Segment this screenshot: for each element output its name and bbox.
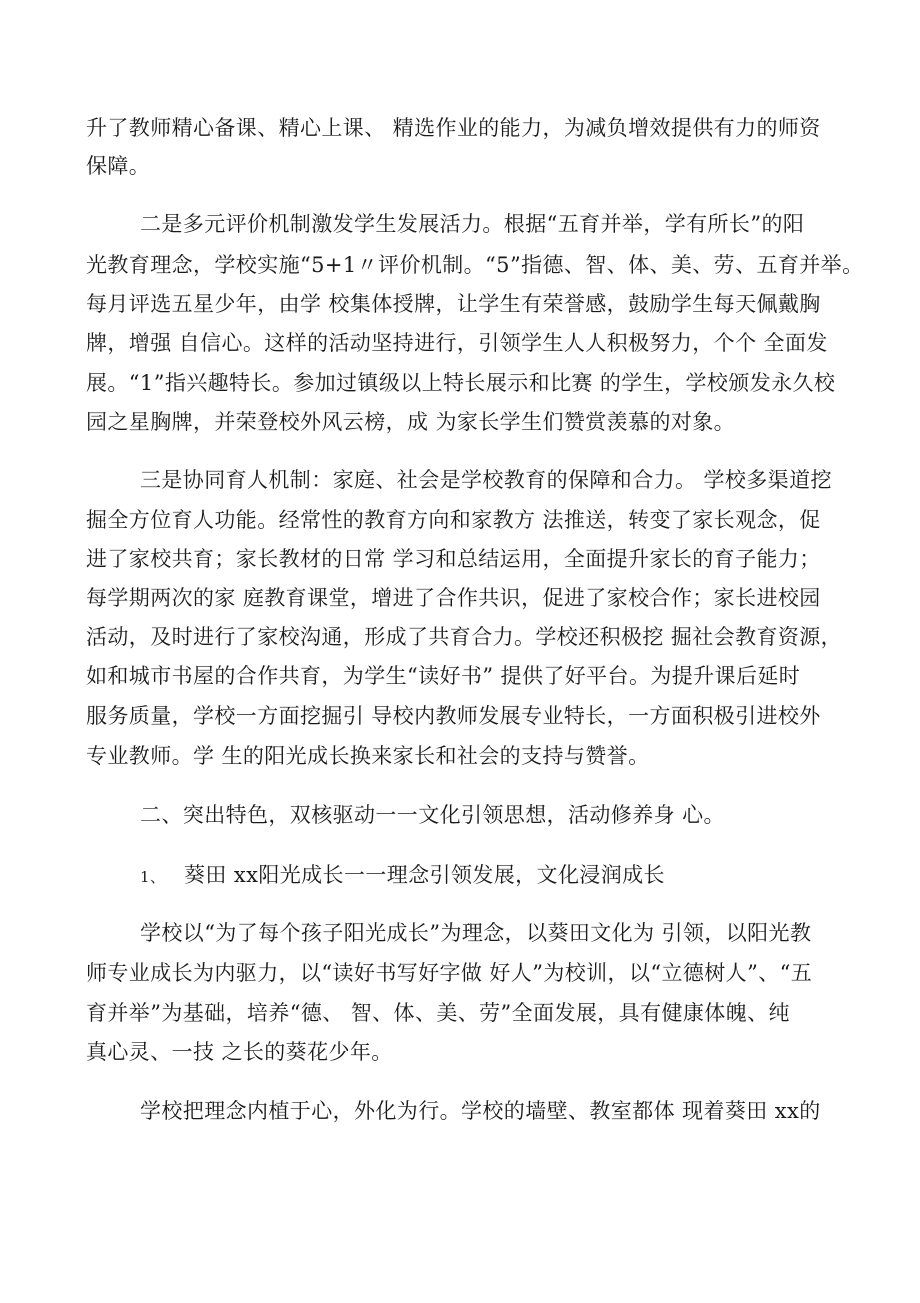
paragraph-3-line-7: 服务质量，学校一方面挖掘引 导校内教师发展专业特长，一方面积极引进校外 — [86, 704, 821, 728]
subheading — [140, 860, 665, 892]
paragraph-2-line-6: 园之星胸牌，并荣登校外风云榜，成 为家长学生们赞赏羡慕的对象。 — [86, 410, 736, 434]
paragraph-3-line-8: 专业教师。学 生的阳光成长换来家长和社会的支持与赞誉。 — [86, 744, 650, 768]
paragraph-4-line-1: 学校以“为了每个孩子阳光成长”为理念，以葵田文化为 引领，以阳光教 — [140, 921, 812, 945]
subheading-text: 葵田 xx阳光成长一一理念引领发展，文化浸润成长 — [184, 863, 665, 887]
paragraph-2-line-4: 牌，增强 自信心。这样的活动坚持进行，引领学生人人积极努力，个个 全面发 — [86, 331, 828, 355]
paragraph-3-line-6: 如和城市书屋的合作共育，为学生“读好书” 提供了好平台。为提升课后延时 — [86, 664, 801, 688]
paragraph-5-line-1: 学校把理念内植于心，外化为行。学校的墙壁、教室都体 现着葵田 xx的 — [140, 1099, 821, 1123]
paragraph-2-line-2: 光教育理念，学校实施“5+1〃评价机制。“5”指德、智、体、美、劳、五育并举。 — [86, 253, 864, 277]
paragraph-2-line-3: 每月评选五星少年，由学 校集体授牌，让学生有荣誉感，鼓励学生每天佩戴胸 — [86, 292, 821, 316]
paragraph-4-line-4: 真心灵、一技 之长的葵花少年。 — [86, 1040, 393, 1064]
paragraph-3-line-5: 活动，及时进行了家校沟通，形成了共育合力。学校还积极挖 掘社会教育资源， — [86, 625, 843, 649]
paragraph-3-line-1: 三是协同育人机制：家庭、社会是学校教育的保障和合力。 学校多渠道挖 — [140, 468, 832, 492]
paragraph-3-line-3: 进了家校共育；家长教材的日常 学习和总结运用，全面提升家长的育子能力； — [86, 547, 821, 571]
paragraph-2-line-1: 二是多元评价机制激发学生发展活力。根据“五育并举，学有所长”的阳 — [140, 212, 805, 236]
paragraph-4-line-3: 育并举”为基础，培养“德、 智、体、美、劳”全面发展，具有健康体魄、纯 — [86, 1001, 790, 1025]
paragraph-1-line-2: 保障。 — [86, 154, 151, 178]
paragraph-4-line-2: 师专业成长为内驱力，以“读好书写好字做 好人”为校训，以“立德树人”、“五 — [86, 961, 813, 985]
paragraph-3-line-4: 每学期两次的家 庭教育课堂，增进了合作共识，促进了家校合作；家长进校园 — [86, 586, 821, 610]
subheading-number: 1、 — [140, 868, 166, 886]
paragraph-3-line-2: 掘全方位育人功能。经常性的教育方向和家教方 法推送，转变了家长观念，促 — [86, 508, 821, 532]
paragraph-2-line-5: 展。“1”指兴趣特长。参加过镇级以上特长展示和比赛 的学生，学校颁发永久校 — [86, 371, 836, 395]
section-heading: 二、突出特色，双核驱动一一文化引领思想，活动修养身 心。 — [140, 803, 725, 827]
paragraph-1-line-1: 升了教师精心备课、精心上课、 精选作业的能力，为减负增效提供有力的师资 — [86, 116, 821, 140]
